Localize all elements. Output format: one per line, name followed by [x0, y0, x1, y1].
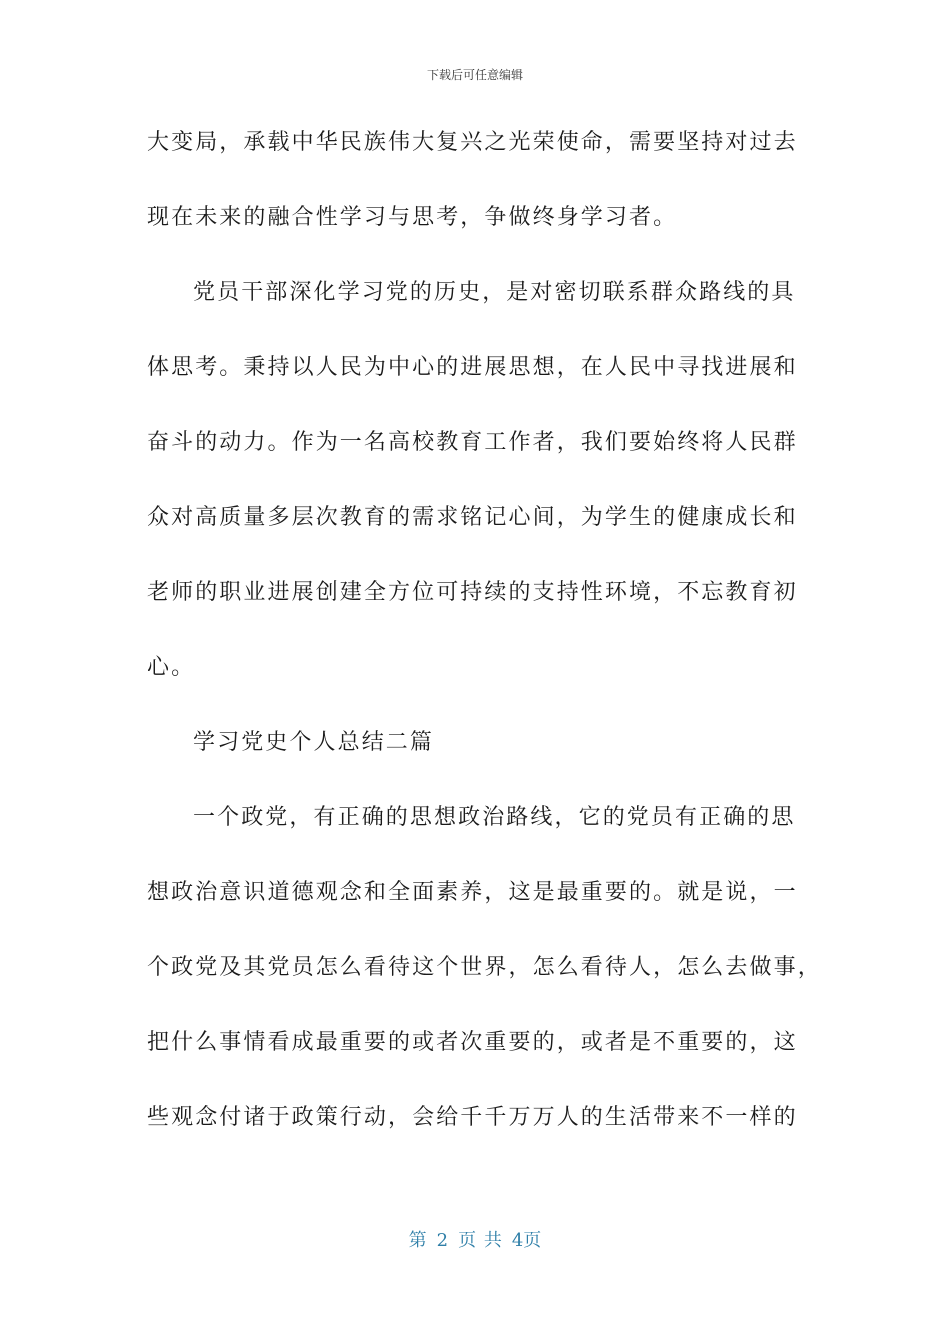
section-title: 学习党史个人总结二篇 [193, 730, 435, 755]
footer-middle: 页 共 [458, 1230, 502, 1251]
text-line: 众对高质量多层次教育的需求铭记心间，为学生的健康成长和 [147, 505, 798, 530]
text-line: 心。 [147, 655, 196, 680]
paragraph-start-line: 一个政党，有正确的思想政治路线，它的党员有正确的思 [193, 805, 796, 830]
text-line: 大变局，承载中华民族伟大复兴之光荣使命，需要坚持对过去 [147, 130, 798, 155]
text-line: 现在未来的融合性学习与思考，争做终身学习者。 [147, 205, 678, 230]
text-line: 些观念付诸于政策行动，会给千千万万人的生活带来不一样的 [147, 1105, 798, 1130]
total-pages: 4页 [511, 1230, 542, 1251]
text-line: 体思考。秉持以人民为中心的进展思想，在人民中寻找进展和 [147, 355, 798, 380]
text-line: 奋斗的动力。作为一名高校教育工作者，我们要始终将人民群 [147, 430, 798, 455]
text-line: 老师的职业进展创建全方位可持续的支持性环境，不忘教育初 [147, 580, 798, 605]
current-page-number: 2 [436, 1230, 449, 1251]
page-footer [0, 1226, 950, 1252]
text-line: 想政治意识道德观念和全面素养，这是最重要的。就是说，一 [147, 880, 798, 905]
page-header: 下载后可任意编辑 [426, 68, 523, 82]
text-line: 个政党及其党员怎么看待这个世界，怎么看待人，怎么去做事， [147, 955, 822, 980]
text-line: 把什么事情看成最重要的或者次重要的，或者是不重要的，这 [147, 1030, 798, 1055]
paragraph-start-line: 党员干部深化学习党的历史，是对密切联系群众路线的具 [193, 280, 796, 305]
footer-prefix: 第 [408, 1230, 427, 1251]
